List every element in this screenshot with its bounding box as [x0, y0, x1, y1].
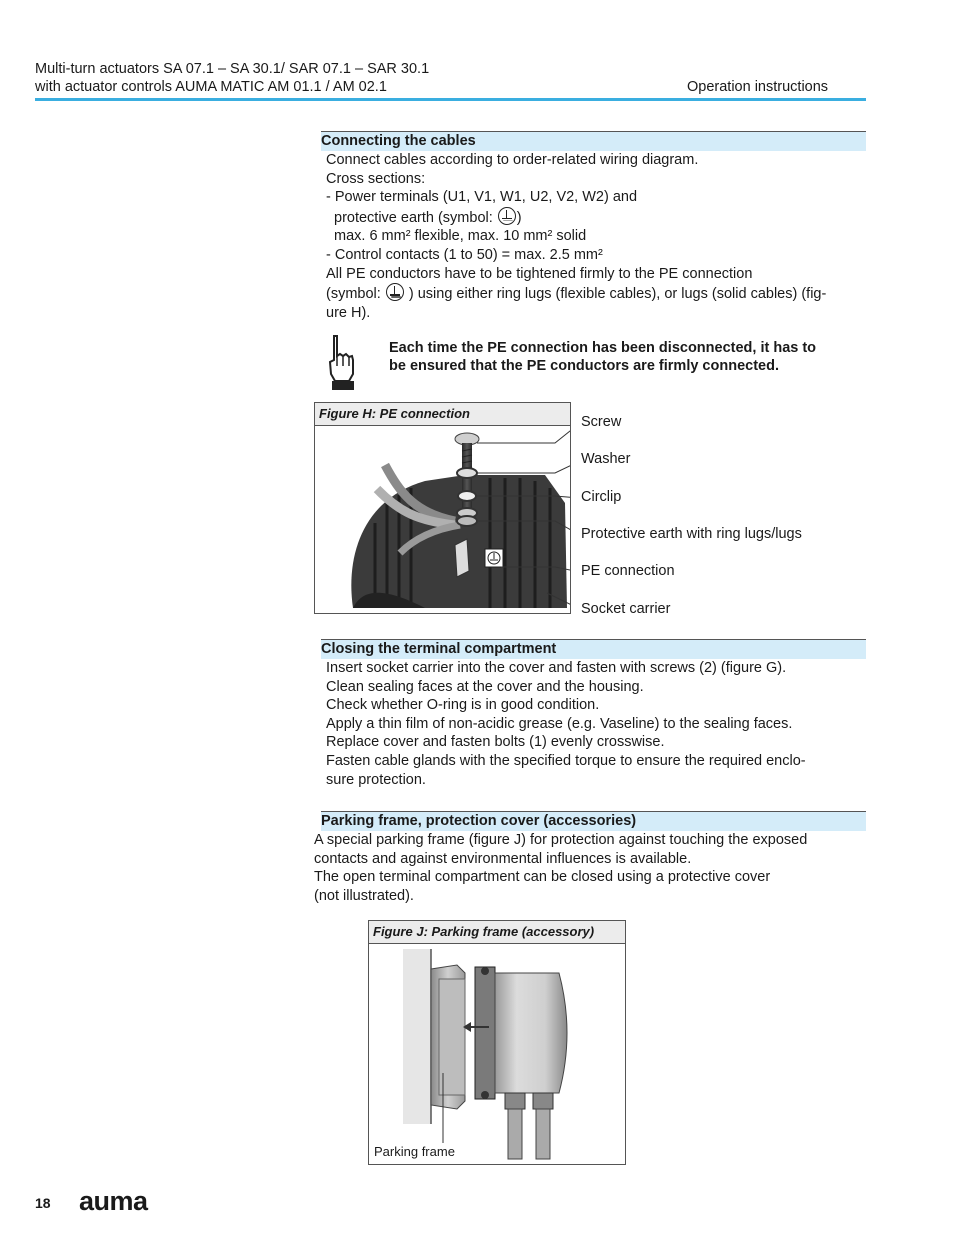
figure-h-label-protective-earth: Protective earth with ring lugs/lugs: [581, 526, 802, 542]
figure-h-label-washer: Washer: [581, 451, 631, 467]
parking-frame-illustration: [369, 921, 625, 1164]
figure-h-label-circlip: Circlip: [581, 489, 622, 505]
text-span: ): [516, 209, 522, 226]
text-line: Check whether O-ring is in good condition.: [326, 697, 600, 714]
text-span: (symbol:: [326, 286, 385, 303]
section-body-parking-frame: [314, 831, 866, 905]
text-line: [326, 283, 866, 304]
text-span: ) using either ring lugs (flexible cables), or lugs (solid cables) (fig-: [404, 286, 827, 303]
text-line: The open terminal compartment can be closed using a protective cover: [314, 869, 771, 886]
earth-symbol-icon: [386, 283, 404, 301]
note-text: [389, 339, 816, 375]
text-line: Replace cover and fasten bolts (1) evenly crosswise.: [326, 734, 665, 751]
figure-h-caption: Figure H: PE connection: [315, 403, 570, 426]
figure-j: [368, 920, 626, 1165]
text-span: protective earth (symbol:: [334, 209, 497, 226]
text-line: ure H).: [326, 304, 371, 321]
text-line: Insert socket carrier into the cover and fasten with screws (2) (figure G).: [326, 660, 787, 676]
page-number: 18: [35, 1195, 51, 1211]
text-line: max. 6 mm² flexible, max. 10 mm² solid: [334, 228, 587, 245]
text-line: - Control contacts (1 to 50) = max. 2.5 mm²: [326, 246, 603, 263]
text-line: Each time the PE connection has been disconnected, it has to: [389, 340, 817, 356]
earth-symbol-icon: [498, 207, 516, 225]
figure-h-label-socket-carrier: Socket carrier: [581, 601, 671, 617]
figure-h-label-screw: Screw: [581, 414, 622, 430]
section-body-closing-compartment: [326, 659, 866, 789]
figure-h: [314, 402, 571, 614]
text-line: Fasten cable glands with the specified torque to ensure the required enclo-: [326, 752, 806, 769]
text-line: Apply a thin film of non-acidic grease (e.g. Vaseline) to the sealing faces.: [326, 715, 793, 732]
text-line: A special parking frame (figure J) for protection against touching the exposed: [314, 832, 808, 848]
figure-j-label-parking-frame: Parking frame: [374, 1144, 455, 1159]
text-line: Connect cables according to order-related wiring diagram.: [326, 152, 699, 168]
auma-logo: auma: [79, 1186, 148, 1216]
header-rule: [35, 98, 866, 101]
header-doc-type: Operation instructions: [687, 79, 829, 95]
section-title-closing-compartment: Closing the terminal compartment: [321, 639, 866, 659]
section-body-connecting-cables: [326, 151, 866, 322]
pe-connection-illustration: [315, 403, 570, 613]
text-line: [326, 207, 866, 228]
text-line: All PE conductors have to be tightened firmly to the PE connection: [326, 265, 753, 282]
text-line: contacts and against environmental influences is available.: [314, 850, 692, 867]
figure-h-label-pe-connection: PE connection: [581, 563, 675, 579]
text-line: Clean sealing faces at the cover and the housing.: [326, 678, 644, 695]
text-line: - Power terminals (U1, V1, W1, U2, V2, W2) and: [326, 189, 638, 206]
text-line: (not illustrated).: [314, 887, 414, 904]
text-line: be ensured that the PE conductors are firmly connected.: [389, 358, 779, 374]
section-title-connecting-cables: Connecting the cables: [321, 131, 866, 151]
pointing-hand-icon: [326, 334, 356, 392]
text-line: Cross sections:: [326, 170, 426, 187]
section-title-parking-frame: Parking frame, protection cover (accessories): [321, 811, 866, 831]
header-title-line2: with actuator controls AUMA MATIC AM 01.1 / AM 02.1: [35, 79, 387, 95]
text-line: sure protection.: [326, 771, 426, 788]
figure-j-caption: Figure J: Parking frame (accessory): [369, 921, 625, 944]
header-title-line1: Multi-turn actuators SA 07.1 – SA 30.1/ SAR 07.1 – SAR 30.1: [35, 61, 430, 77]
